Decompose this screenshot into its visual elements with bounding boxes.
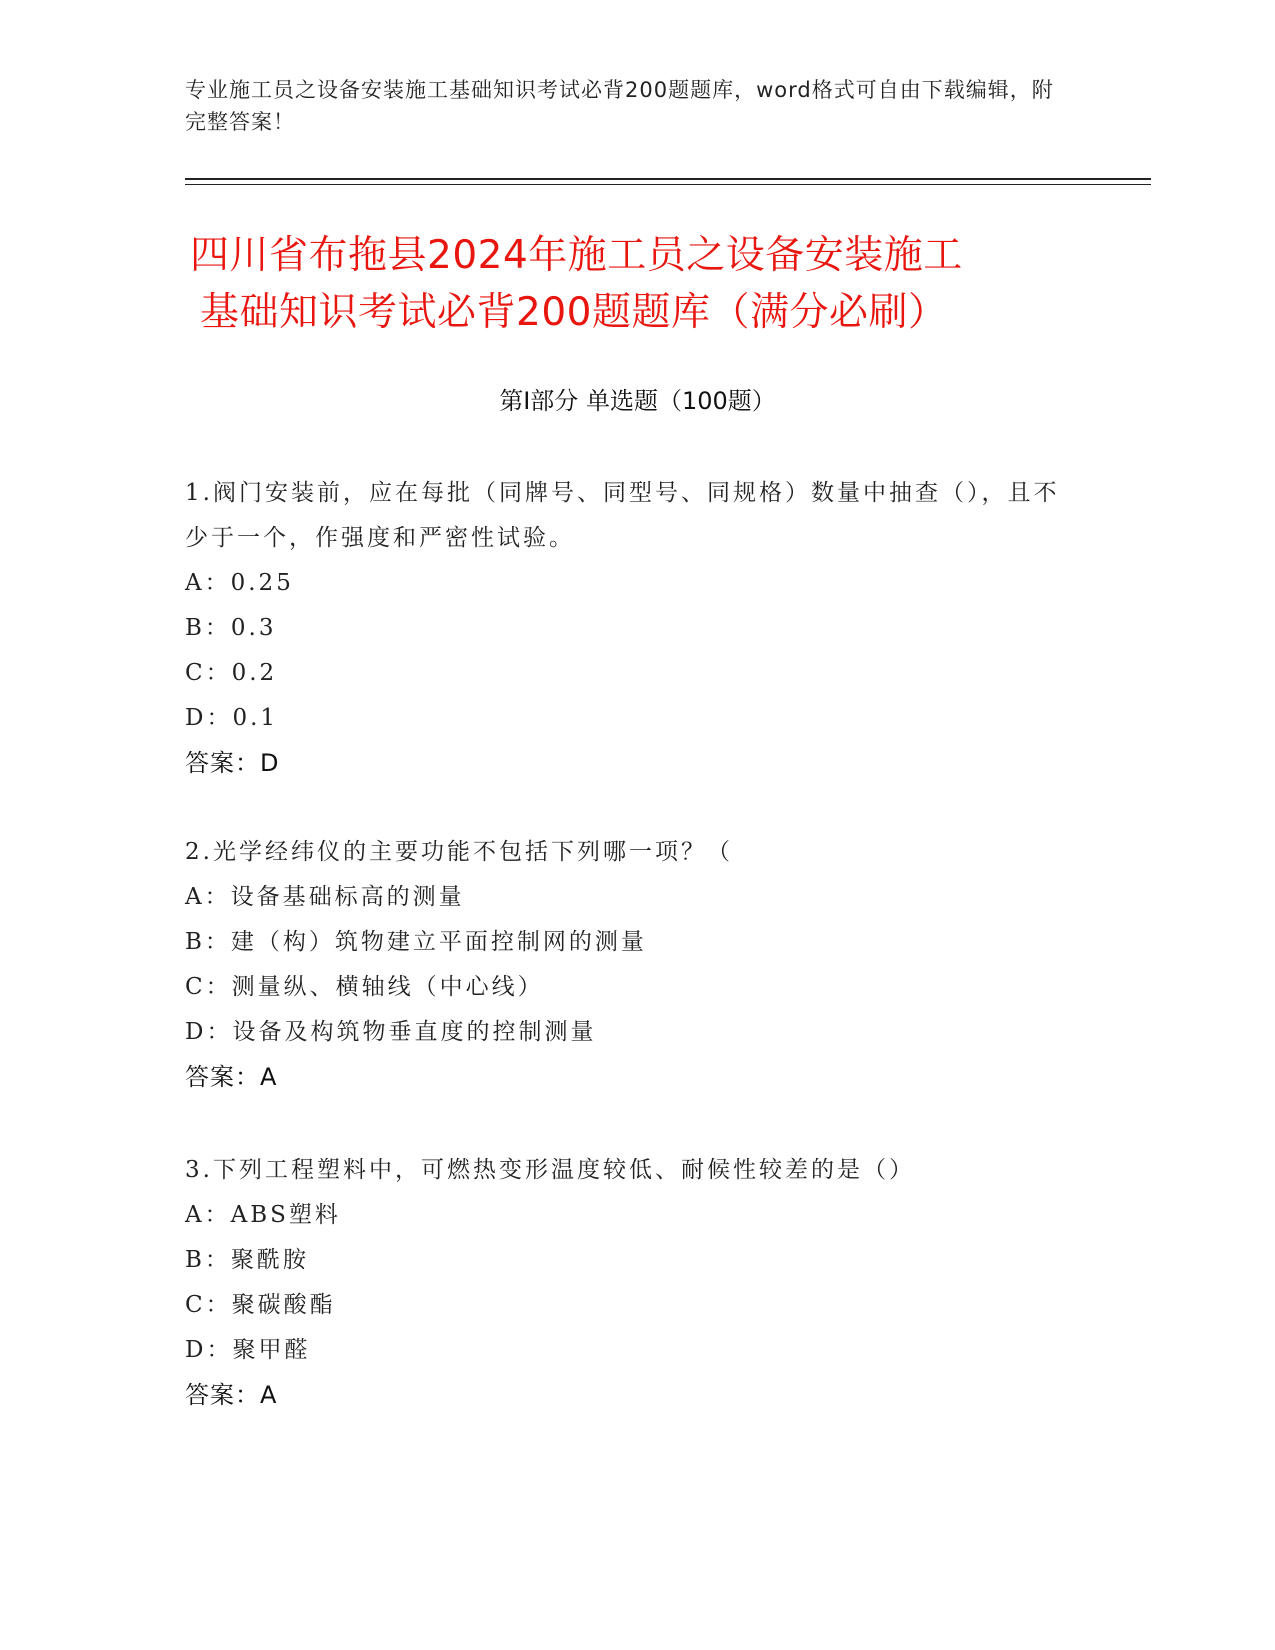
option-d: D：聚甲醛 [185, 1337, 311, 1363]
option-b: B：聚酰胺 [185, 1247, 309, 1273]
question-3 [185, 1148, 1085, 1418]
title-line-1: 四川省布拖县2024年施工员之设备安装施工 [190, 233, 963, 278]
header-note: 专业施工员之设备安装施工基础知识考试必背200题题库，word格式可自由下载编辑，附完整答案！ [185, 78, 1054, 134]
option-b: B：0.3 [185, 615, 277, 641]
question-stem: 2.光学经纬仪的主要功能不包括下列哪一项？（ [185, 839, 733, 865]
answer: 答案：A [185, 1381, 278, 1409]
option-a: A：ABS塑料 [185, 1202, 341, 1228]
option-d: D：设备及构筑物垂直度的控制测量 [185, 1019, 597, 1045]
option-c: C：0.2 [185, 660, 278, 686]
section-heading: 第Ⅰ部分 单选题（100题） [499, 387, 776, 415]
document-title [190, 227, 1110, 341]
header-rule-thick [185, 178, 1151, 180]
question-1 [185, 471, 1085, 786]
option-a: A：设备基础标高的测量 [185, 884, 465, 910]
answer: 答案：D [185, 749, 280, 777]
question-stem: 3.下列工程塑料中，可燃热变形温度较低、耐候性较差的是（） [185, 1157, 915, 1183]
title-line-2: 基础知识考试必背200题题库（满分必刷） [200, 290, 948, 335]
option-c: C：聚碳酸酯 [185, 1292, 336, 1318]
option-d: D：0.1 [185, 705, 279, 731]
answer: 答案：A [185, 1063, 278, 1091]
option-b: B：建（构）筑物建立平面控制网的测量 [185, 929, 647, 955]
option-a: A：0.25 [185, 570, 294, 596]
question-stem: 1.阀门安装前，应在每批（同牌号、同型号、同规格）数量中抽查（），且不少于一个，作强度和严密性试验。 [185, 480, 1060, 551]
option-c: C：测量纵、横轴线（中心线） [185, 974, 544, 1000]
header-rule-thin [185, 184, 1151, 185]
question-2 [185, 830, 1085, 1100]
